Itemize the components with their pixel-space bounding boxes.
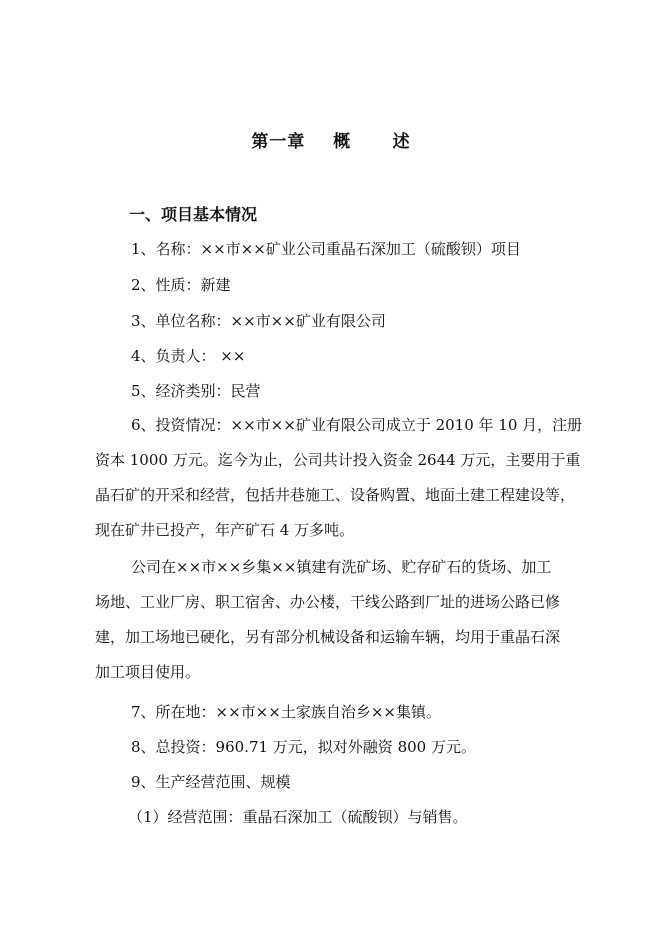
company-facilities-paragraph [95, 550, 561, 690]
paragraph-line: 晶石矿的开采和经营，包括井巷施工、设备购置、地面土建工程建设等， [95, 486, 576, 504]
paragraph-line: 建，加工场地已硬化，另有部分机械设备和运输车辆，均用于重晶石深 [95, 628, 561, 646]
paragraph-line: 加工项目使用。 [95, 663, 201, 681]
chapter-title-char-1: 概 [333, 132, 352, 152]
item-business-scope-heading: 9、生产经营范围、规模 [131, 773, 291, 791]
item-name: 1、名称：××市××矿业公司重晶石深加工（硫酸钡）项目 [131, 240, 521, 258]
item-unit-name: 3、单位名称：××市××矿业有限公司 [131, 312, 386, 330]
item-investment-paragraph [95, 408, 583, 548]
paragraph-line: 现在矿井已投产，年产矿石 4 万多吨。 [95, 521, 355, 539]
item-location: 7、所在地：××市××土家族自治乡××集镇。 [131, 703, 441, 721]
paragraph-line: 资本 1000 万元。迄今为止，公司共计投入资金 2644 万元，主要用于重 [95, 451, 581, 469]
item-total-investment: 8、总投资：960.71 万元，拟对外融资 800 万元。 [131, 738, 476, 756]
paragraph-line: 6、投资情况：××市××矿业有限公司成立于 2010 年 10 月，注册 [131, 416, 583, 434]
item-economic-type: 5、经济类别：民营 [131, 382, 261, 400]
chapter-number: 第一章 [251, 132, 306, 152]
item-nature: 2、性质：新建 [131, 276, 231, 294]
section-heading: 一、项目基本情况 [129, 205, 258, 224]
paragraph-line: 公司在××市××乡集××镇建有洗矿场、贮存矿石的货场、加工 [131, 558, 552, 576]
chapter-title [0, 130, 662, 154]
item-business-scope: （1）经营范围：重晶石深加工（硫酸钡）与销售。 [128, 808, 468, 826]
item-responsible-person: 4、负责人： ×× [131, 347, 246, 365]
paragraph-line: 场地、工业厂房、职工宿舍、办公楼，干线公路到厂址的进场公路已修 [95, 593, 561, 611]
chapter-title-char-2: 述 [392, 132, 411, 152]
